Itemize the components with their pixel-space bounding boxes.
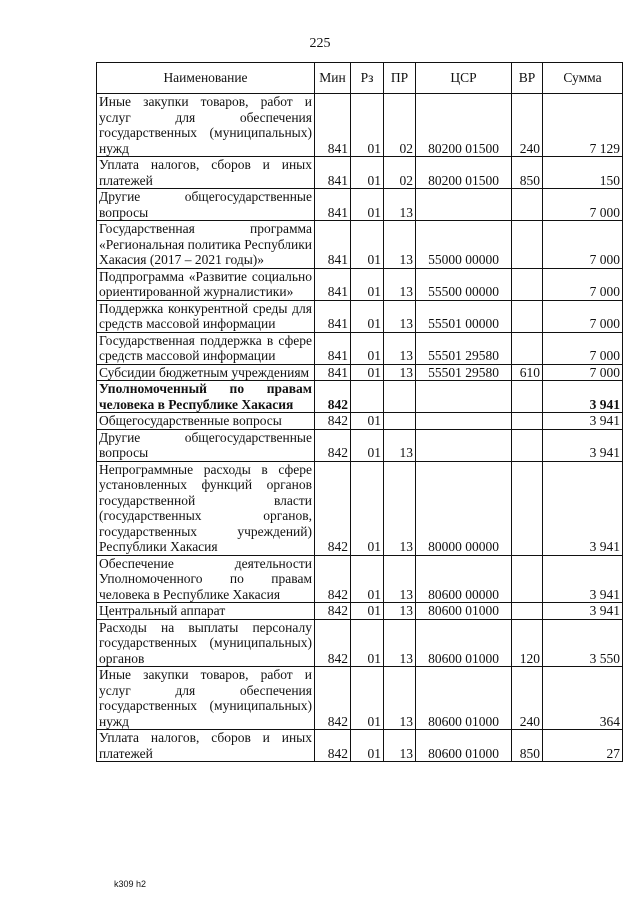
cell-min: 842 — [315, 381, 351, 413]
cell-sum: 3 941 — [543, 413, 623, 430]
cell-sum: 27 — [543, 730, 623, 762]
cell-rz: 01 — [351, 332, 384, 364]
cell-csr — [416, 189, 512, 221]
cell-sum: 7 129 — [543, 94, 623, 157]
cell-min: 842 — [315, 555, 351, 603]
cell-name: Государственная программа «Региональная политика Республики Хакасия (2017 – 2021 годы)» — [97, 221, 315, 269]
header-pr: ПР — [384, 63, 416, 94]
cell-pr: 13 — [384, 603, 416, 620]
cell-vr: 850 — [512, 157, 543, 189]
budget-table — [96, 62, 623, 762]
table-row — [97, 413, 623, 430]
cell-rz: 01 — [351, 603, 384, 620]
cell-csr: 55501 29580 — [416, 332, 512, 364]
cell-rz: 01 — [351, 667, 384, 730]
cell-sum: 7 000 — [543, 189, 623, 221]
cell-rz: 01 — [351, 364, 384, 381]
cell-pr: 13 — [384, 429, 416, 461]
table-row — [97, 221, 623, 269]
cell-rz: 01 — [351, 619, 384, 667]
table-row — [97, 300, 623, 332]
table-row — [97, 730, 623, 762]
cell-rz: 01 — [351, 268, 384, 300]
cell-vr — [512, 381, 543, 413]
cell-csr: 80200 01500 — [416, 157, 512, 189]
cell-sum: 7 000 — [543, 221, 623, 269]
cell-pr: 13 — [384, 268, 416, 300]
cell-rz — [351, 381, 384, 413]
cell-name: Другие общегосударственные вопросы — [97, 429, 315, 461]
cell-csr: 80600 01000 — [416, 730, 512, 762]
cell-pr: 13 — [384, 619, 416, 667]
cell-pr: 13 — [384, 667, 416, 730]
cell-pr — [384, 413, 416, 430]
cell-name: Иные закупки товаров, работ и услуг для обеспечения государственных (муниципальных) нужд — [97, 667, 315, 730]
cell-name: Непрограммные расходы в сфере установленных функций органов государственной власти (государственных органов, государственных учреждений) Республики Хакасия — [97, 461, 315, 555]
cell-pr: 13 — [384, 189, 416, 221]
footer-code: k309 h2 — [114, 879, 147, 889]
cell-sum: 364 — [543, 667, 623, 730]
cell-sum: 3 941 — [543, 603, 623, 620]
cell-rz: 01 — [351, 730, 384, 762]
cell-name: Обеспечение деятельности Уполномоченного по правам человека в Республике Хакасия — [97, 555, 315, 603]
cell-vr — [512, 268, 543, 300]
cell-csr: 80600 01000 — [416, 667, 512, 730]
cell-pr: 13 — [384, 364, 416, 381]
cell-pr: 02 — [384, 94, 416, 157]
table-row — [97, 268, 623, 300]
cell-min: 841 — [315, 332, 351, 364]
cell-name: Общегосударственные вопросы — [97, 413, 315, 430]
cell-csr: 55000 00000 — [416, 221, 512, 269]
cell-sum: 7 000 — [543, 300, 623, 332]
table-row — [97, 667, 623, 730]
cell-name: Уплата налогов, сборов и иных платежей — [97, 730, 315, 762]
cell-name: Субсидии бюджетным учреждениям — [97, 364, 315, 381]
cell-vr — [512, 413, 543, 430]
cell-rz: 01 — [351, 94, 384, 157]
header-vr: ВР — [512, 63, 543, 94]
cell-pr: 13 — [384, 300, 416, 332]
cell-min: 841 — [315, 157, 351, 189]
cell-vr — [512, 555, 543, 603]
header-csr: ЦСР — [416, 63, 512, 94]
cell-sum: 3 941 — [543, 555, 623, 603]
cell-csr — [416, 429, 512, 461]
cell-vr — [512, 429, 543, 461]
header-min: Мин — [315, 63, 351, 94]
cell-vr — [512, 189, 543, 221]
cell-csr: 80200 01500 — [416, 94, 512, 157]
table-row — [97, 429, 623, 461]
cell-pr — [384, 381, 416, 413]
cell-pr: 13 — [384, 461, 416, 555]
cell-min: 842 — [315, 619, 351, 667]
cell-name: Поддержка конкурентной среды для средств массовой информации — [97, 300, 315, 332]
cell-rz: 01 — [351, 221, 384, 269]
table-row — [97, 157, 623, 189]
cell-min: 841 — [315, 364, 351, 381]
cell-min: 842 — [315, 413, 351, 430]
table-row — [97, 555, 623, 603]
table-row — [97, 461, 623, 555]
cell-min: 842 — [315, 667, 351, 730]
cell-csr: 55501 29580 — [416, 364, 512, 381]
table-row — [97, 189, 623, 221]
cell-min: 842 — [315, 603, 351, 620]
cell-pr: 13 — [384, 730, 416, 762]
cell-vr — [512, 332, 543, 364]
cell-rz: 01 — [351, 555, 384, 603]
cell-min: 841 — [315, 221, 351, 269]
page-number: 225 — [309, 36, 331, 51]
cell-name: Уплата налогов, сборов и иных платежей — [97, 157, 315, 189]
cell-min: 841 — [315, 300, 351, 332]
cell-sum: 3 941 — [543, 461, 623, 555]
cell-min: 841 — [315, 94, 351, 157]
cell-rz: 01 — [351, 189, 384, 221]
cell-csr: 80600 01000 — [416, 603, 512, 620]
cell-pr: 13 — [384, 332, 416, 364]
cell-min: 842 — [315, 461, 351, 555]
cell-vr — [512, 221, 543, 269]
cell-sum: 3 550 — [543, 619, 623, 667]
cell-sum: 7 000 — [543, 268, 623, 300]
table-header-row — [97, 63, 623, 94]
header-rz: Рз — [351, 63, 384, 94]
cell-rz: 01 — [351, 429, 384, 461]
cell-sum: 7 000 — [543, 364, 623, 381]
cell-sum: 7 000 — [543, 332, 623, 364]
table-body — [97, 94, 623, 762]
table-row — [97, 94, 623, 157]
cell-vr: 610 — [512, 364, 543, 381]
cell-name: Центральный аппарат — [97, 603, 315, 620]
cell-vr — [512, 461, 543, 555]
cell-vr: 120 — [512, 619, 543, 667]
cell-name: Иные закупки товаров, работ и услуг для обеспечения государственных (муниципальных) нужд — [97, 94, 315, 157]
cell-csr: 80000 00000 — [416, 461, 512, 555]
cell-csr: 80600 00000 — [416, 555, 512, 603]
cell-csr: 55500 00000 — [416, 268, 512, 300]
cell-rz: 01 — [351, 300, 384, 332]
cell-min: 841 — [315, 268, 351, 300]
cell-name: Государственная поддержка в сфере средств массовой информации — [97, 332, 315, 364]
table-row — [97, 364, 623, 381]
cell-sum: 3 941 — [543, 381, 623, 413]
cell-vr — [512, 603, 543, 620]
cell-vr: 240 — [512, 667, 543, 730]
table-row — [97, 603, 623, 620]
cell-pr: 13 — [384, 555, 416, 603]
cell-csr — [416, 413, 512, 430]
cell-vr: 850 — [512, 730, 543, 762]
cell-vr: 240 — [512, 94, 543, 157]
cell-rz: 01 — [351, 157, 384, 189]
cell-csr — [416, 381, 512, 413]
cell-csr: 80600 01000 — [416, 619, 512, 667]
cell-rz: 01 — [351, 461, 384, 555]
header-sum: Сумма — [543, 63, 623, 94]
cell-name: Уполномоченный по правам человека в Республике Хакасия — [97, 381, 315, 413]
cell-min: 841 — [315, 189, 351, 221]
cell-name: Другие общегосударственные вопросы — [97, 189, 315, 221]
cell-min: 842 — [315, 429, 351, 461]
cell-sum: 3 941 — [543, 429, 623, 461]
table-row — [97, 332, 623, 364]
cell-name: Расходы на выплаты персоналу государственных (муниципальных) органов — [97, 619, 315, 667]
cell-sum: 150 — [543, 157, 623, 189]
table-row — [97, 381, 623, 413]
cell-pr: 13 — [384, 221, 416, 269]
table-row — [97, 619, 623, 667]
cell-vr — [512, 300, 543, 332]
cell-rz: 01 — [351, 413, 384, 430]
cell-csr: 55501 00000 — [416, 300, 512, 332]
cell-name: Подпрограмма «Развитие социально ориентированной журналистики» — [97, 268, 315, 300]
header-name: Наименование — [97, 63, 315, 94]
cell-min: 842 — [315, 730, 351, 762]
cell-pr: 02 — [384, 157, 416, 189]
